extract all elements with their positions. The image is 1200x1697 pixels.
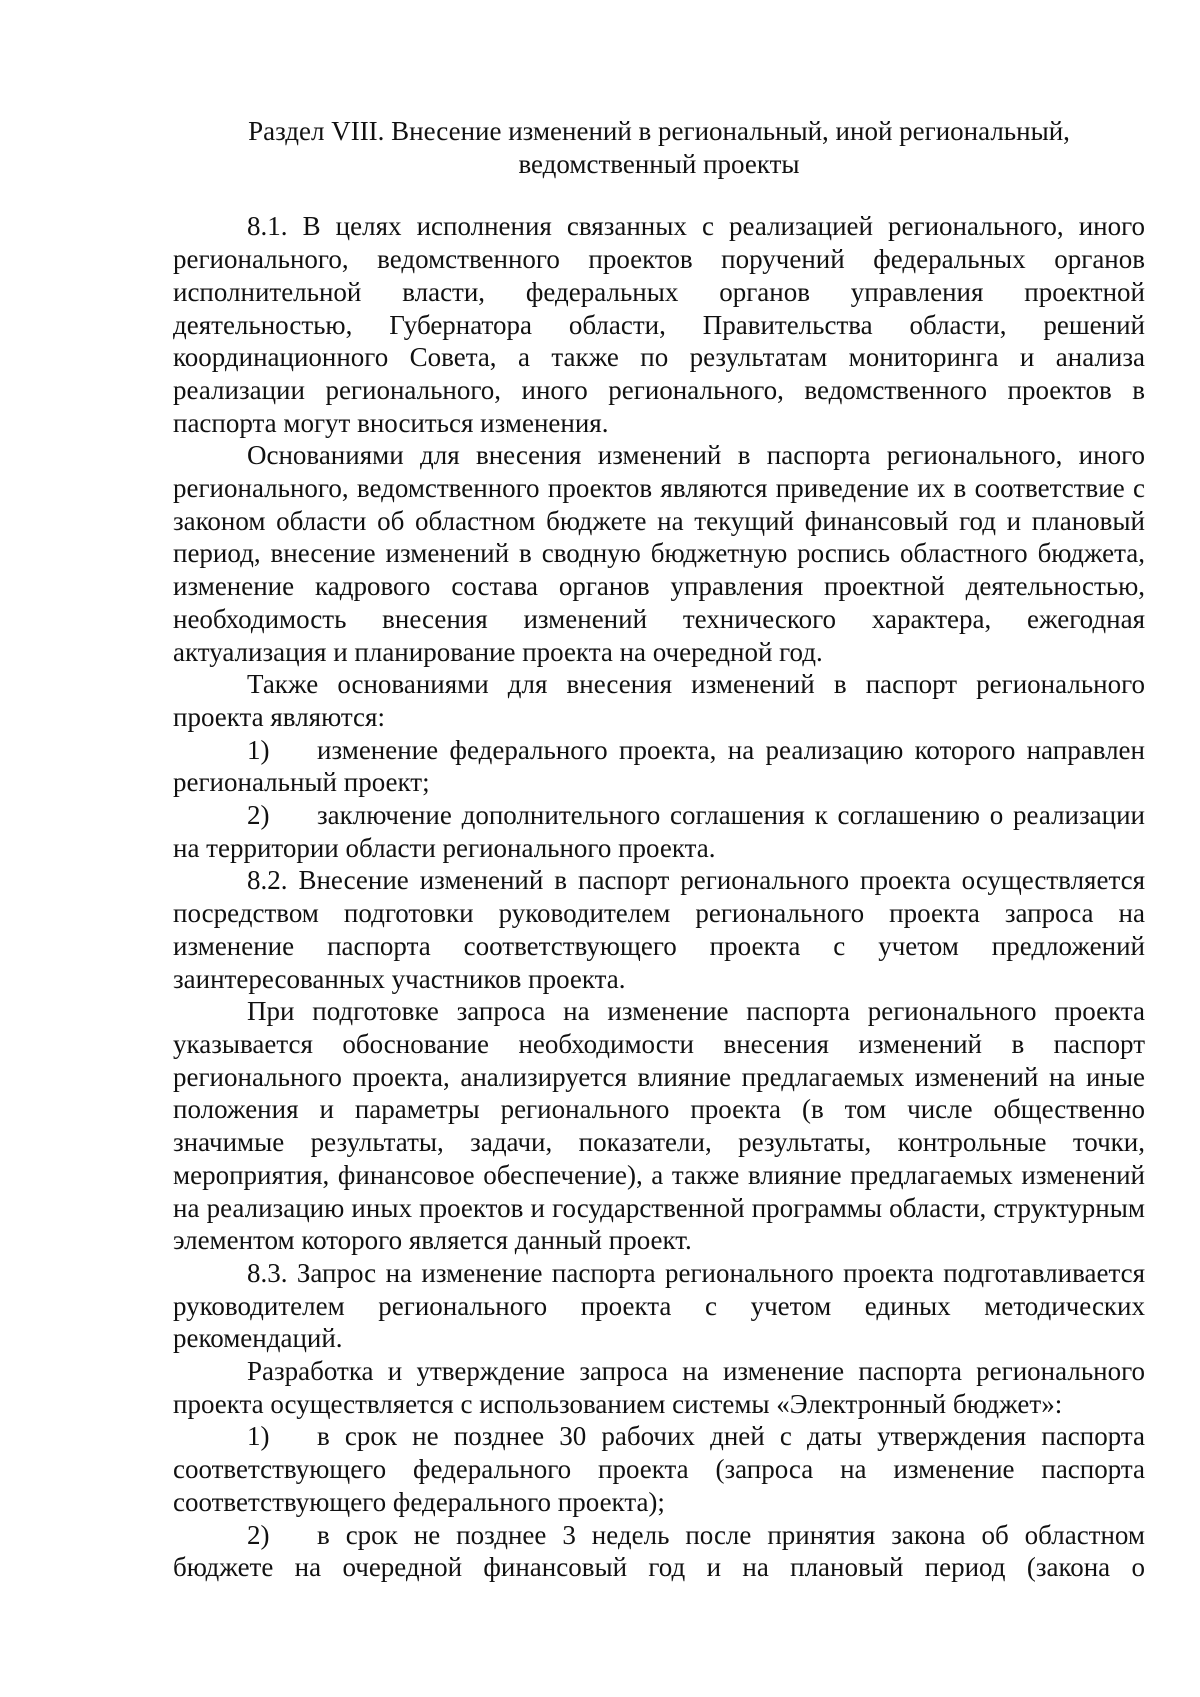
section-heading-line-1: Раздел VIII. Внесение изменений в региональный, иной региональный, xyxy=(248,116,1070,146)
list-item-number: 1) xyxy=(247,1421,270,1452)
list-item xyxy=(173,734,1145,799)
document-body xyxy=(173,115,1145,1584)
list-item-text: изменение федерального проекта, на реализацию которого направлен региональный проект; xyxy=(173,734,1145,798)
paragraph: 8.2. Внесение изменений в паспорт регионального проекта осуществляется посредством подготовки руководителем регионального проекта запроса на изменение паспорта соответствующего проекта с учетом предложений заинтересованных участников проекта. xyxy=(173,865,1145,994)
paragraph: Также основаниями для внесения изменений в паспорт регионального проекта являются: xyxy=(173,669,1145,732)
paragraph: При подготовке запроса на изменение паспорта регионального проекта указывается обоснование необходимости внесения изменений в паспорт регионального проекта, анализируется влияние предлагаемых изменений на иные положения и параметры регионального проекта (в том числе общественно значимые результаты, задачи, показатели, результаты, контрольные точки, мероприятия, финансовое обеспечение), а также влияние предлагаемых изменений на реализацию иных проектов и государственной программы области, структурным элементом которого является данный проект. xyxy=(173,996,1145,1256)
list-item-text: в срок не позднее 3 недель после принятия закона об областном бюджете на очередной финансовый год и на плановый период (закона о xyxy=(173,1519,1145,1583)
list-item-text: в срок не позднее 30 рабочих дней с даты утверждения паспорта соответствующего федерального проекта (запроса на изменение паспорта соответствующего федерального проекта); xyxy=(173,1421,1145,1517)
list-item-text: заключение дополнительного соглашения к соглашению о реализации на территории области регионального проекта. xyxy=(173,800,1145,863)
paragraph: 8.1. В целях исполнения связанных с реализацией регионального, иного регионального, ведомственного проектов поручений федеральных органов исполнительной власти, федеральных органов управления проектной деятельностью, Губернатора области, Правительства области, решений координационного Совета, а также по результатам мониторинга и анализа реализации регионального, иного регионального, ведомственного проектов в паспорта могут вноситься изменения. xyxy=(173,211,1145,438)
list-item-number: 2) xyxy=(247,1519,270,1550)
list-item xyxy=(173,1519,1145,1584)
list-item-number: 2) xyxy=(247,800,270,831)
list-item-number: 1) xyxy=(247,734,270,765)
section-heading-line-2: ведомственный проекты xyxy=(518,148,800,179)
paragraph-list xyxy=(173,210,1145,1584)
paragraph: 8.3. Запрос на изменение паспорта регионального проекта подготавливается руководителем регионального проекта с учетом единых методических рекомендаций. xyxy=(173,1257,1145,1354)
list-item xyxy=(173,1420,1145,1518)
paragraph: Разработка и утверждение запроса на изменение паспорта регионального проекта осуществляется с использованием системы «Электронный бюджет»: xyxy=(173,1356,1145,1419)
paragraph: Основаниями для внесения изменений в паспорта регионального, иного регионального, ведомственного проектов являются приведение их в соответствие с законом области об областном бюджете на текущий финансовый год и плановый период, внесение изменений в сводную бюджетную роспись областного бюджета, изменение кадрового состава органов управления проектной деятельностью, необходимость внесения изменений технического характера, ежегодная актуализация и планирование проекта на очередной год. xyxy=(173,440,1145,667)
list-item xyxy=(173,799,1145,864)
section-heading xyxy=(173,115,1145,180)
